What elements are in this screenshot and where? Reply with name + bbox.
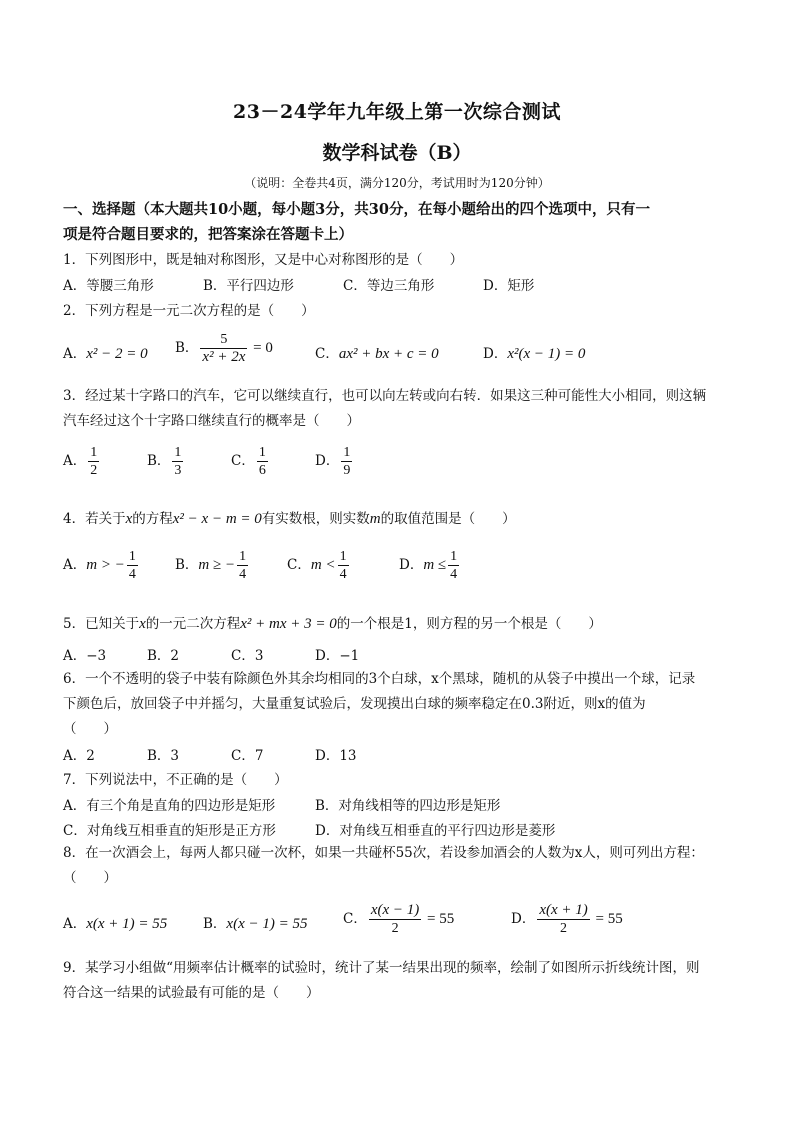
exam-subtitle: 数学科试卷（B） xyxy=(322,142,472,164)
inequality: m ≤ xyxy=(423,557,447,573)
q7-option-d: D．对角线互相垂直的平行四边形是菱形 xyxy=(315,823,556,839)
option-label: D． xyxy=(511,911,536,927)
q1-option-d: D．矩形 xyxy=(483,278,535,294)
exam-title: 23－24学年九年级上第一次综合测试 xyxy=(233,101,561,123)
variable: x xyxy=(125,511,133,527)
numerator: 5 xyxy=(200,331,247,349)
stem-text: 4．若关于 xyxy=(63,511,126,527)
q8-option-a xyxy=(63,912,167,933)
q3-option-b xyxy=(147,444,185,479)
stem-line: 3．经过某十字路口的汽车，它可以继续直行，也可以向左转或向右转．如果这三种可能性大小相同，则这辆 xyxy=(63,388,707,404)
numerator: 1 xyxy=(90,445,98,460)
q2-option-d xyxy=(483,342,585,363)
question-4-stem xyxy=(63,507,516,528)
denominator: 4 xyxy=(450,567,458,582)
stem-text: 的方程 xyxy=(132,511,173,527)
stem-line: 9．某学习小组做“用频率估计概率的试验时，统计了某一结果出现的频率，绘制了如图所示折线统计图，则 xyxy=(63,960,700,976)
q6-option-d: D．13 xyxy=(315,748,357,764)
inequality: m ≥ − xyxy=(198,557,236,573)
denominator: 4 xyxy=(128,567,136,582)
equation: x(x − 1) = 55 xyxy=(226,916,308,932)
inequality: m < xyxy=(310,557,336,573)
numerator: 1 xyxy=(174,445,182,460)
q7-option-a: A．有三个角是直角的四边形是矩形 xyxy=(63,798,276,814)
variable: x xyxy=(139,616,146,632)
q5-option-c: C．3 xyxy=(231,648,264,664)
section-heading xyxy=(63,197,743,247)
q1-option-b: B．平行四边形 xyxy=(203,278,294,294)
stem-line: 符合这一结果的试验最有可能的是（ ） xyxy=(63,985,320,1001)
stem-text: 的取值范围是（ ） xyxy=(380,511,516,527)
fraction xyxy=(257,444,268,479)
stem-line: （ ） xyxy=(63,870,117,886)
fraction xyxy=(237,548,248,583)
numerator: 1 xyxy=(339,549,347,564)
equation-rhs: = 55 xyxy=(591,911,623,927)
denominator: 3 xyxy=(174,463,182,478)
section-heading-line: 项是符合题目要求的，把答案涂在答题卡上） xyxy=(63,226,353,243)
stem-line: 汽车经过这个十字路口继续直行的概率是（ ） xyxy=(63,413,360,429)
stem-line: 下颜色后，放回袋子中并摇匀，大量重复试验后，发现摸出白球的频率稳定在0.3附近，则x的值为 xyxy=(63,696,646,712)
fraction xyxy=(369,902,421,937)
question-1-stem: 1．下列图形中，既是轴对称图形，又是中心对称图形的是（ ） xyxy=(63,252,464,268)
fraction xyxy=(172,444,183,479)
q8-option-d xyxy=(511,902,623,937)
denominator: x² + 2x xyxy=(202,349,246,365)
q6-option-a: A．2 xyxy=(63,748,95,764)
option-label: D． xyxy=(399,557,424,573)
numerator: 1 xyxy=(450,549,458,564)
option-label: D． xyxy=(315,453,340,469)
q2-option-c xyxy=(315,342,439,363)
q8-option-b xyxy=(203,912,307,933)
q1-option-c: C．等边三角形 xyxy=(343,278,435,294)
q2-option-b xyxy=(175,331,273,366)
option-label: C． xyxy=(315,346,339,362)
numerator: x(x + 1) xyxy=(539,902,588,918)
equation-rhs: = 0 xyxy=(249,340,273,356)
stem-text: 的一元二次方程 xyxy=(145,616,241,632)
fraction xyxy=(338,548,349,583)
option-label: C． xyxy=(287,557,311,573)
q5-option-b: B．2 xyxy=(147,648,180,664)
q3-option-d xyxy=(315,444,354,479)
q6-option-c: C．7 xyxy=(231,748,264,764)
option-label: C． xyxy=(231,453,255,469)
fraction xyxy=(200,331,247,366)
denominator: 4 xyxy=(239,567,247,582)
stem-line: 8．在一次酒会上，每两人都只碰一次杯，如果一共碰杯55次，若设参加酒会的人数为x人，则可列出方程： xyxy=(63,845,704,861)
q8-option-c xyxy=(343,902,454,937)
fraction xyxy=(341,444,352,479)
question-9-stem xyxy=(63,956,733,1006)
equation: x(x + 1) = 55 xyxy=(86,916,168,932)
question-6-stem xyxy=(63,667,733,742)
numerator: 1 xyxy=(239,549,247,564)
stem-text: 5．已知关于 xyxy=(63,616,140,632)
stem-line: （ ） xyxy=(63,721,117,737)
option-label: A． xyxy=(63,916,87,932)
denominator: 6 xyxy=(258,463,266,478)
q1-option-a: A．等腰三角形 xyxy=(63,278,154,294)
q4-option-d xyxy=(399,548,461,583)
question-8-stem xyxy=(63,841,733,891)
numerator: x(x − 1) xyxy=(370,902,420,918)
question-3-stem xyxy=(63,384,733,434)
equation-rhs: = 55 xyxy=(423,911,455,927)
q6-option-b: B．3 xyxy=(147,748,180,764)
numerator: 1 xyxy=(343,445,351,460)
exam-note: （说明：全卷共4页，满分120分，考试用时为120分钟） xyxy=(244,176,550,190)
q3-option-c xyxy=(231,444,270,479)
question-7-stem: 7．下列说法中，不正确的是（ ） xyxy=(63,772,288,788)
numerator: 1 xyxy=(128,549,136,564)
equation: x² − 2 = 0 xyxy=(86,346,148,362)
section-heading-line: 一、选择题（本大题共10小题，每小题3分，共30分，在每小题给出的四个选项中，只有一 xyxy=(63,201,650,218)
denominator: 4 xyxy=(339,567,347,582)
variable: m xyxy=(369,511,381,527)
q5-option-a: A．−3 xyxy=(63,648,107,664)
question-2-stem: 2．下列方程是一元二次方程的是（ ） xyxy=(63,303,315,319)
option-label: A． xyxy=(63,453,87,469)
fraction xyxy=(127,548,138,583)
denominator: 2 xyxy=(560,921,568,936)
q4-option-a xyxy=(63,548,140,583)
q4-option-b xyxy=(175,548,250,583)
option-label: B． xyxy=(203,916,227,932)
fraction xyxy=(537,902,589,937)
q5-option-d: D．−1 xyxy=(315,648,360,664)
question-5-stem xyxy=(63,612,602,633)
inequality: m > − xyxy=(86,557,125,573)
stem-line: 6．一个不透明的袋子中装有除颜色外其余均相同的3个白球，x个黑球，随机的从袋子中摸出一个球，记录 xyxy=(63,671,696,687)
option-label: B． xyxy=(175,557,199,573)
equation: ax² + bx + c = 0 xyxy=(338,346,439,362)
q7-option-c: C．对角线互相垂直的矩形是正方形 xyxy=(63,823,276,839)
stem-text: 的一个根是1，则方程的另一个根是（ ） xyxy=(336,616,602,632)
option-label: A． xyxy=(63,557,87,573)
option-label: D． xyxy=(483,346,508,362)
fraction xyxy=(88,444,99,479)
denominator: 2 xyxy=(90,463,98,478)
equation: x² − x − m = 0 xyxy=(172,511,262,527)
stem-text: 有实数根，则实数 xyxy=(261,511,370,527)
numerator: 1 xyxy=(258,445,266,460)
equation: x² + mx + 3 = 0 xyxy=(240,616,337,632)
q2-option-a xyxy=(63,342,148,363)
denominator: 9 xyxy=(343,463,351,478)
q7-option-b: B．对角线相等的四边形是矩形 xyxy=(315,798,501,814)
option-label: B． xyxy=(147,453,171,469)
denominator: 2 xyxy=(391,921,399,936)
equation: x²(x − 1) = 0 xyxy=(507,346,586,362)
q4-option-c xyxy=(287,548,351,583)
option-label: B． xyxy=(175,340,199,356)
option-label: C． xyxy=(343,911,367,927)
q3-option-a xyxy=(63,444,101,479)
option-label: A． xyxy=(63,346,87,362)
fraction xyxy=(448,548,459,583)
